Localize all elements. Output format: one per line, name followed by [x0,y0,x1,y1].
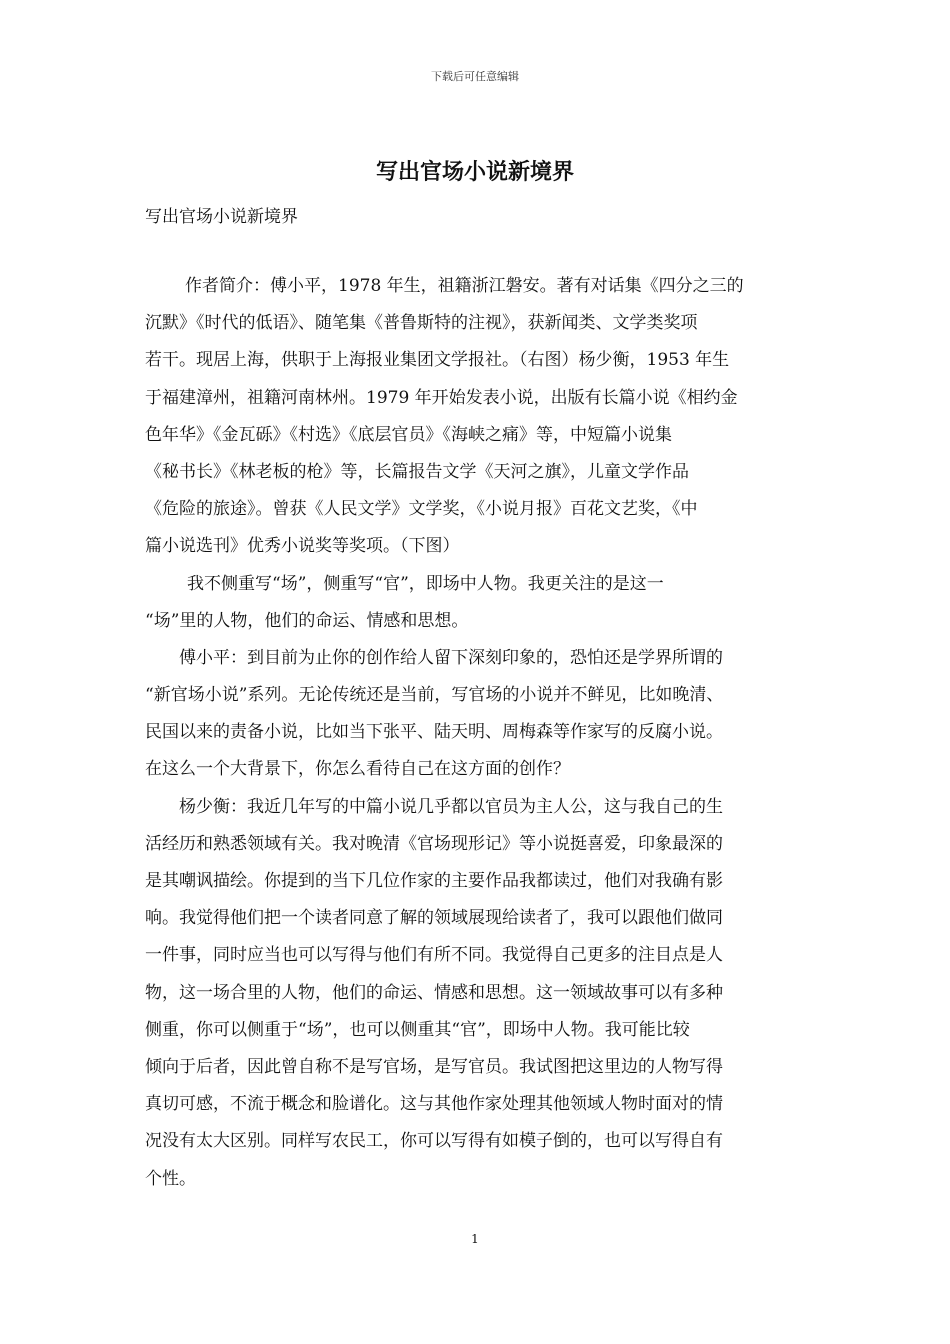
page-number: 1 [471,1232,479,1246]
body-line: 作者简介：傅小平，1978 年生，祖籍浙江磐安。著有对话集《四分之三的 [185,276,744,296]
document-subtitle: 写出官场小说新境界 [145,207,298,227]
document-title: 写出官场小说新境界 [375,159,574,185]
body-line: 活经历和熟悉领域有关。我对晚清《官场现形记》等小说挺喜爱，印象最深的 [145,833,723,854]
body-line: “场”里的人物，他们的命运、情感和思想。 [145,610,469,631]
body-line: 《秘书长》《林老板的枪》等，长篇报告文学《天河之旗》，儿童文学作品 [145,461,689,482]
body-line: 物，这一场合里的人物，他们的命运、情感和思想。这一领域故事可以有多种 [145,982,723,1003]
body-line: 一件事，同时应当也可以写得与他们有所不同。我觉得自己更多的注目点是人 [145,945,723,966]
body-line: 于福建漳州，祖籍河南林州。1979 年开始发表小说，出版有长篇小说《相约金 [145,387,738,408]
body-line: 篇小说选刊》优秀小说奖等奖项。（下图） [145,536,460,557]
body-line: 我不侧重写“场”，侧重写“官”，即场中人物。我更关注的是这一 [187,573,664,594]
body-line: “新官场小说”系列。无论传统还是当前，写官场的小说并不鲜见，比如晚清、 [145,685,724,706]
body-line: 傅小平：到目前为止你的创作给人留下深刻印象的，恐怕还是学界所谓的 [179,647,723,668]
body-line: 《危险的旅途》。曾获《人民文学》文学奖，《小说月报》百花文艺奖，《中 [145,499,698,520]
page-header-note: 下载后可任意编辑 [431,70,519,83]
body-line: 民国以来的责备小说，比如当下张平、陆天明、周梅森等作家写的反腐小说。 [145,722,723,743]
body-line: 真切可感，不流于概念和脸谱化。这与其他作家处理其他领域人物时面对的情 [145,1094,723,1115]
body-line: 倾向于后者，因此曾自称不是写官场，是写官员。我试图把这里边的人物写得 [145,1056,723,1077]
document-body [145,268,809,1198]
body-line: 侧重，你可以侧重于“场”，也可以侧重其“官”，即场中人物。我可能比较 [145,1019,690,1040]
body-line: 个性。 [145,1168,196,1189]
body-line: 响。我觉得他们把一个读者同意了解的领域展现给读者了，我可以跟他们做同 [145,908,723,929]
body-line: 在这么一个大背景下，你怎么看待自己在这方面的创作？ [145,759,570,780]
body-line: 色年华》《金瓦砾》《村选》《底层官员》《海峡之痛》等，中短篇小说集 [145,424,672,445]
body-line: 杨少衡：我近几年写的中篇小说几乎都以官员为主人公，这与我自己的生 [179,796,723,817]
body-line: 是其嘲讽描绘。你提到的当下几位作家的主要作品我都读过，他们对我确有影 [145,871,723,891]
body-line: 若干。现居上海，供职于上海报业集团文学报社。（右图）杨少衡，1953 年生 [145,350,730,371]
body-line: 沉默》《时代的低语》、随笔集《普鲁斯特的注视》，获新闻类、文学类奖项 [145,313,698,334]
body-line: 况没有太大区别。同样写农民工，你可以写得有如模子倒的，也可以写得自有 [145,1131,723,1152]
